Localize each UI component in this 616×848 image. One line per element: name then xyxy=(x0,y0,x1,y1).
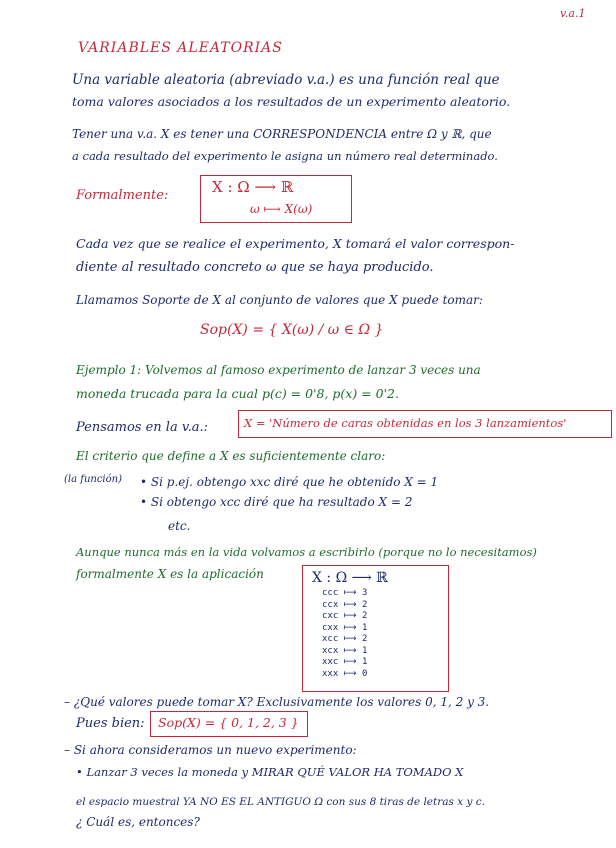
bullet-2: • Si obtengo xcc diré que ha resultado X = 2 xyxy=(140,495,413,509)
maps-to-arrow-icon: ⟼ xyxy=(338,645,363,656)
definition-line-1: Una variable aleatoria (abreviado v.a.) es una función real que xyxy=(72,72,500,88)
application-row-from: xxc xyxy=(322,657,339,667)
correspondence-line-1: Tener una v.a. X es tener una CORRESPONDENCIA entre Ω y ℝ, que xyxy=(72,127,492,141)
application-row-from: xcc xyxy=(322,634,339,644)
application-row xyxy=(322,634,367,646)
criterio-line: El criterio que define a X es suficientemente claro: xyxy=(76,449,386,463)
application-rows xyxy=(322,588,367,680)
la-funcion-note: (la función) xyxy=(64,474,122,485)
soporte-line: Llamamos Soporte de X al conjunto de valores que X puede tomar: xyxy=(76,293,483,307)
etc-text: etc. xyxy=(168,519,191,533)
maps-to-arrow-icon: ⟼ xyxy=(338,599,363,610)
aunque-line-1: Aunque nunca más en la vida volvamos a escribirlo (porque no lo necesitamos) xyxy=(76,545,537,559)
soporte-formula: Sop(X) = { X(ω) / ω ∈ Ω } xyxy=(200,322,384,338)
application-row-to: 2 xyxy=(362,599,368,610)
application-row xyxy=(322,669,367,681)
pues-label: Pues bien: xyxy=(76,716,145,731)
ejemplo-line-2: moneda trucada para la cual p(c) = 0'8, p(x) = 0'2. xyxy=(76,386,399,401)
application-row-to: 2 xyxy=(362,611,368,621)
application-row-to: 0 xyxy=(362,668,368,679)
espacio-line-2: ¿ Cuál es, entonces? xyxy=(76,815,200,829)
application-row-from: xcx xyxy=(322,645,339,656)
application-row xyxy=(322,623,367,635)
maps-to-arrow-icon: ⟼ xyxy=(338,588,363,598)
maps-to-arrow-icon: ⟼ xyxy=(338,611,363,621)
application-row-from: ccc xyxy=(322,588,339,598)
page-title: VARIABLES ALEATORIAS xyxy=(78,40,283,56)
application-header: X : Ω ⟶ ℝ xyxy=(312,570,388,586)
application-row xyxy=(322,588,367,600)
question-2-bullet: • Lanzar 3 veces la moneda y MIRAR QUÉ VALOR HA TOMADO X xyxy=(76,765,464,779)
aunque-line-2: formalmente X es la aplicación xyxy=(76,567,264,581)
maps-to-arrow-icon: ⟼ xyxy=(338,634,363,644)
pensamos-definition: X = 'Número de caras obtenidas en los 3 lanzamientos' xyxy=(244,416,567,430)
formal-map-top: X : Ω ⟶ ℝ xyxy=(212,178,294,196)
application-row-to: 1 xyxy=(362,622,368,633)
pensamos-label: Pensamos en la v.a.: xyxy=(76,420,209,435)
maps-to-arrow-icon: ⟼ xyxy=(338,668,363,679)
application-row-from: ccx xyxy=(322,599,339,610)
cada-vez-line-2: diente al resultado concreto ω que se haya producido. xyxy=(76,260,434,275)
cada-vez-line-1: Cada vez que se realice el experimento, X tomará el valor correspon- xyxy=(76,236,515,251)
page-tag: v.a.1 xyxy=(560,7,586,20)
ejemplo-line-1: Ejemplo 1: Volvemos al famoso experimento de lanzar 3 veces una xyxy=(76,363,481,377)
maps-to-arrow-icon: ⟼ xyxy=(338,657,363,667)
application-row-to: 3 xyxy=(362,588,368,598)
bullet-1: • Si p.ej. obtengo xxc diré que he obtenido X = 1 xyxy=(140,475,439,489)
formal-label: Formalmente: xyxy=(76,188,169,203)
application-row xyxy=(322,600,367,612)
application-row-to: 1 xyxy=(362,657,368,667)
application-row-from: cxc xyxy=(322,611,339,621)
formal-map-bottom: ω ⟼ X(ω) xyxy=(250,202,313,216)
espacio-line-1: el espacio muestral YA NO ES EL ANTIGUO Ω con sus 8 tiras de letras x y c. xyxy=(76,796,485,808)
application-row xyxy=(322,657,367,669)
application-row xyxy=(322,611,367,623)
correspondence-line-2: a cada resultado del experimento le asigna un número real determinado. xyxy=(72,149,498,163)
question-1-line: – ¿Qué valores puede tomar X? Exclusivamente los valores 0, 1, 2 y 3. xyxy=(64,695,490,709)
application-row-from: xxx xyxy=(322,668,339,679)
maps-to-arrow-icon: ⟼ xyxy=(338,622,363,633)
application-row-to: 1 xyxy=(362,645,368,656)
definition-line-2: toma valores asociados a los resultados de un experimento aleatorio. xyxy=(72,94,511,109)
application-row xyxy=(322,646,367,658)
application-row-from: cxx xyxy=(322,622,339,633)
pues-formula: Sop(X) = { 0, 1, 2, 3 } xyxy=(158,715,299,730)
application-row-to: 2 xyxy=(362,634,368,644)
question-2-line: – Si ahora consideramos un nuevo experimento: xyxy=(64,743,357,757)
